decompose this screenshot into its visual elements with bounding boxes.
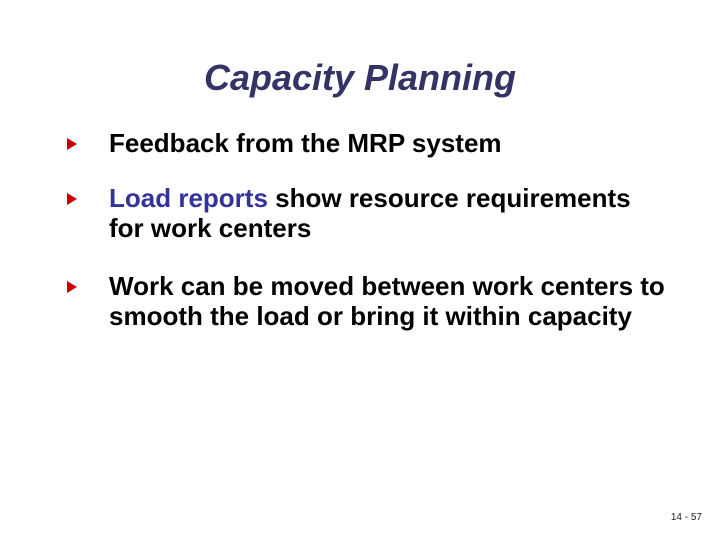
list-item xyxy=(66,183,666,243)
triangle-right-icon xyxy=(67,138,77,150)
bullet-list xyxy=(66,128,666,356)
bullet-text: Work can be moved between work centers to smooth the load or bring it within capacity xyxy=(109,271,665,331)
bullet-text: Feedback from the MRP system xyxy=(109,128,502,158)
list-item xyxy=(66,128,666,158)
page-number: 14 - 57 xyxy=(670,512,702,523)
bullet-text: show resource requirements for work centers xyxy=(109,183,631,243)
slide-title: Capacity Planning xyxy=(203,57,517,98)
bullet-highlight: Load reports xyxy=(109,183,268,213)
list-item xyxy=(66,271,666,331)
triangle-right-icon xyxy=(67,193,77,205)
triangle-right-icon xyxy=(67,281,77,293)
